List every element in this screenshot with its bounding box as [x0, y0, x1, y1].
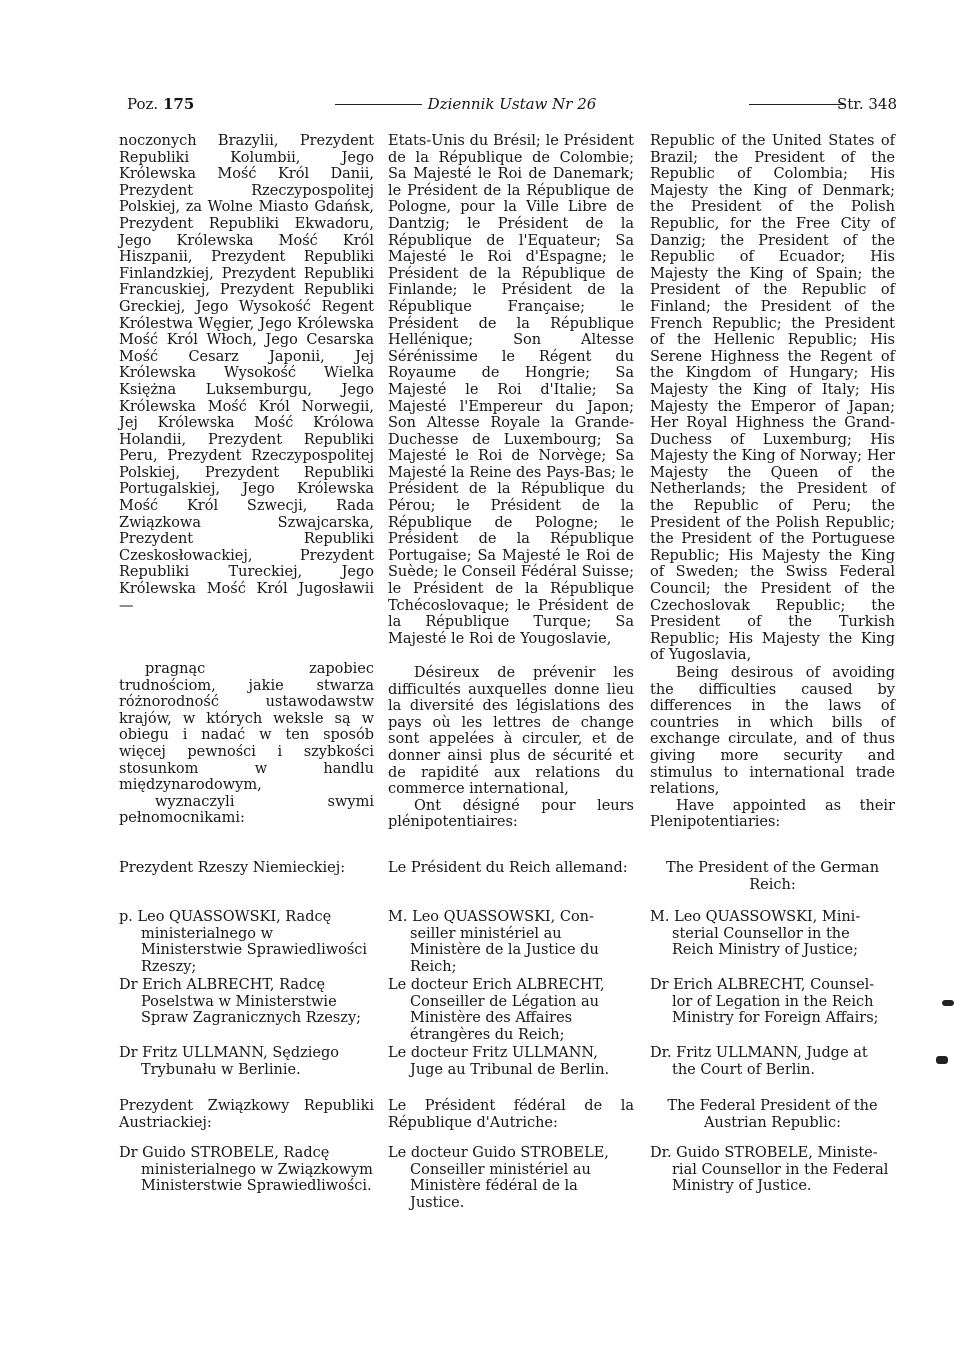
page-number: Str. 348 [837, 95, 897, 113]
position-prefix: Poz. [127, 95, 159, 113]
french-germany-heading: Le Président du Reich allemand: [388, 860, 628, 876]
french-column [388, 0, 634, 1368]
english-germany-heading: The President of the German Reich: [665, 860, 880, 893]
english-strobele-entry: Dr. Guido STROBELE, Ministe- rial Counsellor in the Federal Ministry of Justice. [650, 1145, 889, 1195]
scan-smudge [942, 1000, 954, 1006]
journal-title: Dziennik Ustaw Nr 26 [422, 95, 603, 113]
polish-strobele-entry: Dr Guido STROBELE, Radcę ministerialnego w Związkowym Ministerstwie Sprawiedliwości. [119, 1145, 373, 1195]
polish-albrecht-entry: Dr Erich ALBRECHT, Radcę Poselstwa w Ministerstwie Spraw Zagranicznych Rzeszy; [119, 977, 362, 1027]
english-appointed: Have appointed as their Plenipotentiaries: [650, 797, 895, 831]
french-strobele-entry: Le docteur Guido STROBELE, Conseiller ministériel au Ministère fédéral de la Justice. [388, 1145, 609, 1211]
english-austria-heading: The Federal President of the Austrian Republic: [667, 1098, 878, 1131]
french-desire-paragraph: Désireux de prévenir les difficultés auxquelles donne lieu la diversité des législations des pays où les lettres de change sont appelées à circuler, et de donner ainsi plus de sécurité et de rapidité aux relations du commerce international, Ont désigné pour leurs plénipotentiaires: [388, 665, 634, 831]
polish-ullmann-entry: Dr Fritz ULLMANN, Sędziego Trybunału w Berlinie. [119, 1045, 339, 1078]
polish-quassowski-entry: p. Leo QUASSOWSKI, Radcę ministerialnego w Ministerstwie Sprawiedliwości Rzeszy; [119, 909, 368, 975]
english-desire-paragraph: Being desirous of avoiding the difficulties caused by differences in the laws of countries in which bills of exchange circulate, and of thus giving more security and stimulus to international trade relations, Have appointed as their Plenipotentiaries: [650, 665, 895, 831]
french-austria-heading: Le Président fédéral de la République d'Autriche: [388, 1098, 634, 1131]
english-ullmann-entry: Dr. Fritz ULLMANN, Judge at the Court of Berlin. [650, 1045, 868, 1078]
position-number: 175 [162, 95, 195, 113]
french-intro-paragraph: Etats-Unis du Brésil; le Président de la République de Colombie; Sa Majesté le Roi de Danemark; le Président de la République de Pologne, pour la Ville Libre de Dantzig; le Président de la République de l'Equateur; Sa Majesté le Roi d'Espagne; le Président de la République de Finlande; le Président de la République Française; le Président de la République Hellénique; Son Altesse Sérénissime le Régent du Royaume de Hongrie; Sa Majesté le Roi d'Italie; Sa Majesté l'Empereur du Japon; Son Altesse Royale la Grande-Duchesse de Luxembourg; Sa Majesté le Roi de Norvège; Sa Majesté la Reine des Pays-Bas; le Président de la République du Pérou; le Président de la République de Pologne; le Président de la République Portugaise; Sa Majesté le Roi de Suède; le Conseil Fédéral Suisse; le Président de la République Tchécoslovaque; le Président de la République Turque; Sa Majesté le Roi de Yougoslavie, [388, 133, 634, 647]
polish-intro-paragraph: noczonych Brazylii, Prezydent Republiki Kolumbii, Jego Królewska Mość Król Danii, Prezydent Rzeczypospolitej Polskiej, za Wolne Miasto Gdańsk, Prezydent Republiki Ekwadoru, Jego Królewska Mość Król Hiszpanii, Prezydent Republiki Finlandzkiej, Prezydent Republiki Francuskiej, Prezydent Republiki Greckiej, Jego Wysokość Regent Królestwa Węgier, Jego Królewska Mość Król Włoch, Jego Cesarska Mość Cesarz Japonii, Jej Królewska Wysokość Wielka Księżna Luksemburgu, Jego Królewska Mość Król Norwegii, Jej Królewska Mość Królowa Holandii, Prezydent Republiki Peru, Prezydent Rzeczypospolitej Polskiej, Prezydent Republiki Portugalskiej, Jego Królewska Mość Król Szwecji, Rada Związkowa Szwajcarska, Prezydent Republiki Czeskosłowackiej, Prezydent Republiki Tureckiej, Jego Królewska Mość Król Jugosławii — [119, 133, 374, 614]
french-quassowski-entry: M. Leo QUASSOWSKI, Con- seiller ministériel au Ministère de la Justice du Reich; [388, 909, 599, 975]
french-albrecht-entry: Le docteur Erich ALBRECHT, Conseiller de Légation au Ministère des Affaires étrangères du Reich; [388, 977, 605, 1043]
french-appointed: Ont désigné pour leurs plénipotentiaires: [388, 797, 634, 831]
polish-austria-heading: Prezydent Związkowy Republiki Austriackiej: [119, 1098, 374, 1131]
polish-appointed: wyznaczyli swymi pełnomocnikami: [119, 793, 374, 827]
scan-smudge [936, 1056, 948, 1064]
french-ullmann-entry: Le docteur Fritz ULLMANN, Juge au Tribunal de Berlin. [388, 1045, 610, 1078]
polish-column [119, 0, 374, 1368]
english-intro-paragraph: Republic of the United States of Brazil; the President of the Republic of Colombia; His Majesty the King of Denmark; the President of the Polish Republic, for the Free City of Danzig; the President of the Republic of Ecuador; His Majesty the King of Spain; the President of the Republic of Finland; the President of the French Republic; the President of the Hellenic Republic; His Serene Highness the Regent of the Kingdom of Hungary; His Majesty the King of Italy; His Majesty the Emperor of Japan; Her Royal Highness the Grand-Duchess of Luxemburg; His Majesty the King of Norway; Her Majesty the Queen of the Netherlands; the President of the Republic of Peru; the President of the Polish Republic; the President of the Portuguese Republic; His Majesty the King of Sweden; the Swiss Federal Council; the President of the Czechoslovak Republic; the President of the Turkish Republic; His Majesty the King of Yugoslavia, [650, 133, 895, 664]
polish-germany-heading: Prezydent Rzeszy Niemieckiej: [119, 860, 346, 876]
english-albrecht-entry: Dr Erich ALBRECHT, Counsel- lor of Legation in the Reich Ministry for Foreign Affairs; [650, 977, 879, 1027]
english-column [650, 0, 895, 1368]
english-quassowski-entry: M. Leo QUASSOWSKI, Mini- sterial Counsellor in the Reich Ministry of Justice; [650, 909, 861, 959]
polish-desire-paragraph: pragnąc zapobiec trudnościom, jakie stwarza różnorodność ustawodawstw krajów, w których weksle są w obiegu i nadać w ten sposób więcej pewności i szybkości stosunkom w handlu międzynarodowym, wyznaczyli swymi pełnomocnikami: [119, 661, 374, 827]
